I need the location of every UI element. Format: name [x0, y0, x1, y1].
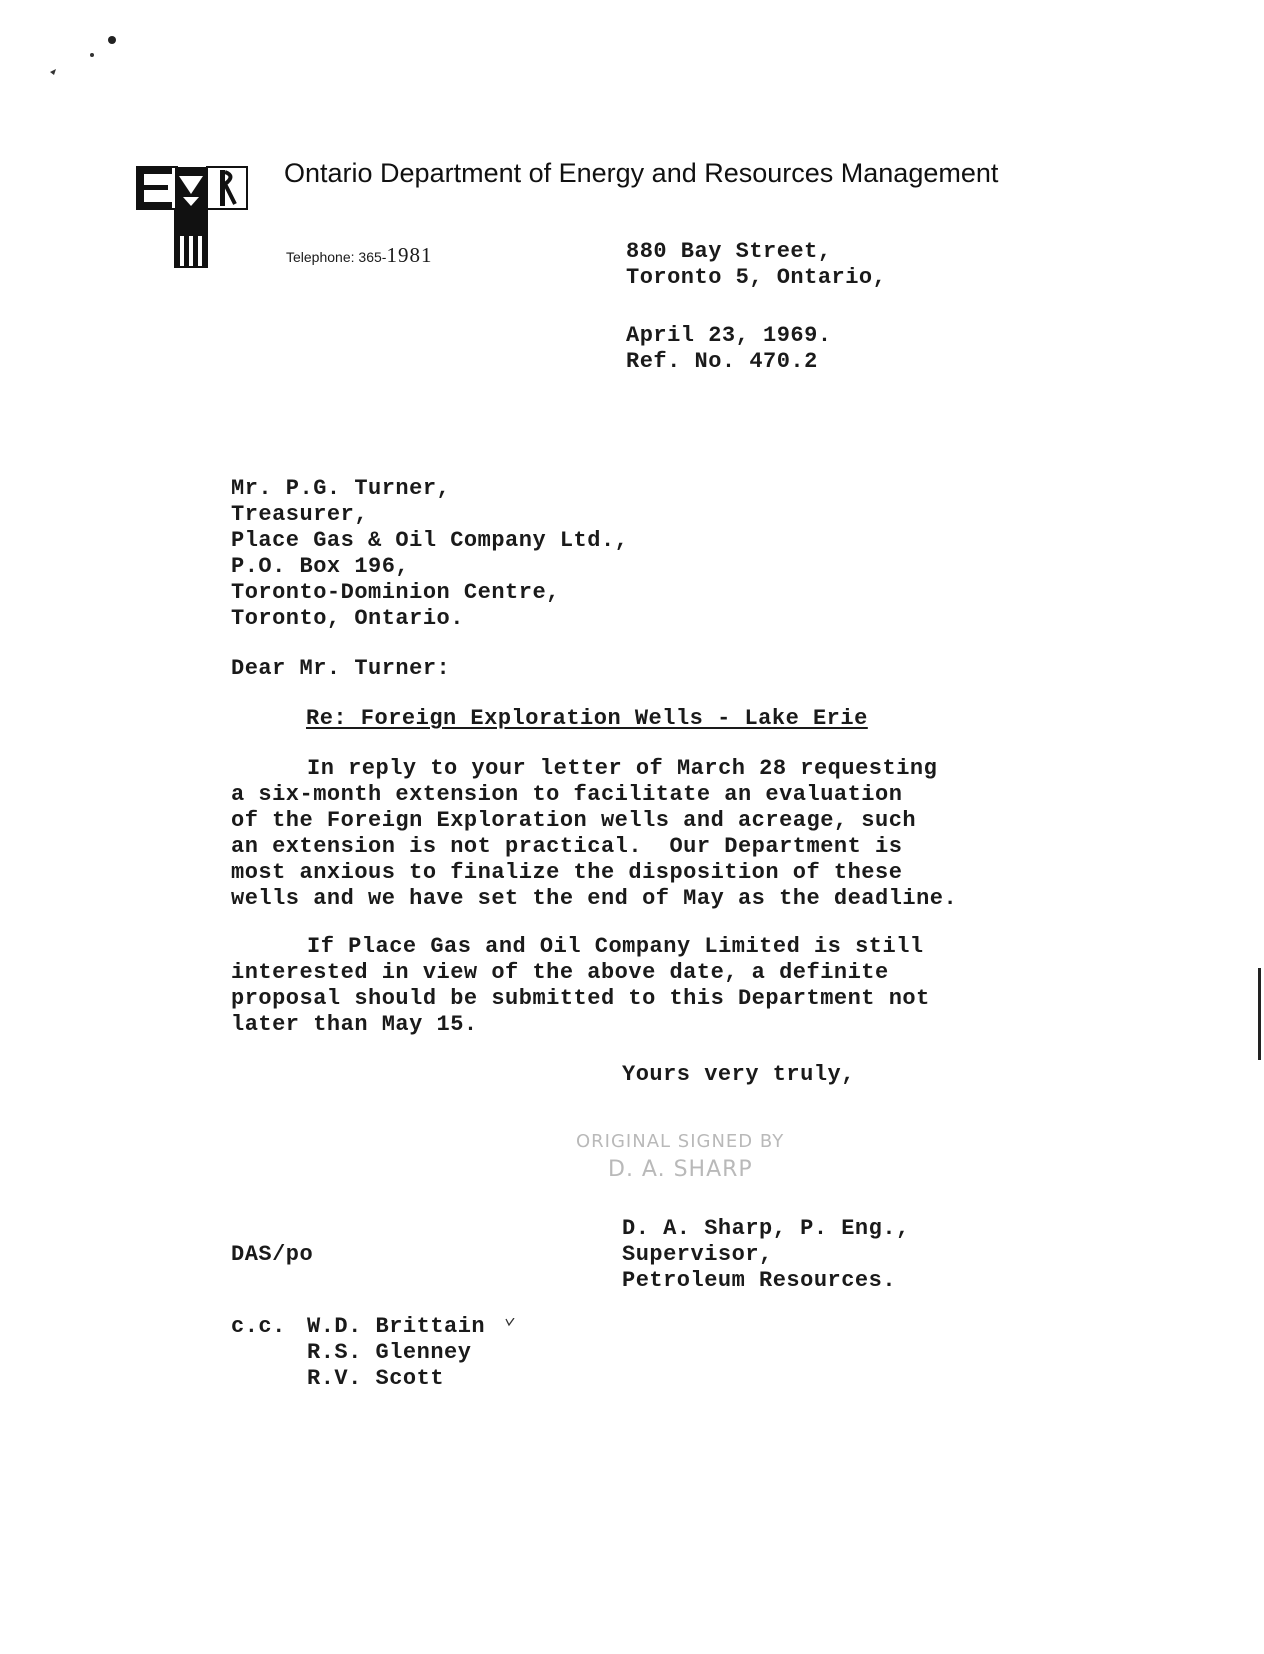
ink-speck-marks [44, 28, 124, 84]
telephone-prefix: 365- [358, 249, 387, 265]
recipient-address [231, 476, 628, 632]
cc-line [231, 1314, 485, 1340]
stamp-line: D. A. SHARP [608, 1157, 753, 1182]
signature-stamp [576, 1128, 784, 1184]
address-line: Toronto 5, Ontario, [626, 265, 887, 290]
signer-line: D. A. Sharp, P. Eng., [622, 1216, 910, 1241]
signer-line: Supervisor, [622, 1242, 773, 1267]
department-name: Ontario Department of Energy and Resources Management [284, 158, 999, 188]
subject-line: Re: Foreign Exploration Wells - Lake Erie [306, 706, 868, 731]
cc-label: c.c. [231, 1314, 286, 1339]
typist-initials: DAS/po [231, 1242, 314, 1267]
recipient-line: Toronto-Dominion Centre, [231, 580, 560, 605]
scan-edge-mark [1258, 968, 1261, 1060]
telephone-number: 1981 [386, 243, 433, 267]
paragraph-line: of the Foreign Exploration wells and acreage, such [231, 808, 917, 833]
paragraph-line: interested in view of the above date, a definite [231, 960, 889, 985]
paragraph-line: wells and we have set the end of May as the deadline. [231, 886, 958, 911]
paragraph-line: an extension is not practical. Our Department is [231, 834, 903, 859]
stamp-line: ORIGINAL SIGNED BY [576, 1131, 785, 1152]
letter-date: April 23, 1969. [626, 323, 832, 348]
recipient-line: Mr. P.G. Turner, [231, 476, 451, 501]
reference-number: Ref. No. 470.2 [626, 349, 818, 374]
recipient-line: Treasurer, [231, 502, 369, 527]
recipient-line: P.O. Box 196, [231, 554, 410, 579]
cc-recipient: R.S. Glenney [307, 1340, 472, 1365]
cc-recipient: R.V. Scott [307, 1366, 445, 1391]
signer-block [622, 1216, 910, 1294]
telephone-label: Telephone: [286, 249, 355, 265]
recipient-line: Place Gas & Oil Company Ltd., [231, 528, 629, 553]
body-paragraph-1 [231, 756, 957, 912]
paragraph-line: later than May 15. [231, 1012, 478, 1037]
address-line: 880 Bay Street, [626, 239, 832, 264]
date-block [626, 323, 832, 375]
body-paragraph-2 [231, 934, 930, 1038]
erm-logo [136, 166, 248, 268]
paragraph-line: In reply to your letter of March 28 requesting [307, 756, 938, 781]
check-mark-icon [505, 1318, 515, 1328]
recipient-line: Toronto, Ontario. [231, 606, 464, 631]
telephone-line [286, 243, 432, 268]
paragraph-line: most anxious to finalize the disposition of these [231, 860, 903, 885]
paragraph-line: If Place Gas and Oil Company Limited is still [307, 934, 924, 959]
closing: Yours very truly, [622, 1062, 855, 1087]
carbon-copy-list [231, 1314, 485, 1392]
cc-line [231, 1340, 485, 1366]
paragraph-line: proposal should be submitted to this Department not [231, 986, 930, 1011]
cc-recipient: W.D. Brittain [307, 1314, 486, 1339]
cc-line [231, 1366, 485, 1392]
sender-address [626, 239, 886, 291]
salutation: Dear Mr. Turner: [231, 656, 451, 681]
paragraph-line: a six-month extension to facilitate an evaluation [231, 782, 903, 807]
signer-line: Petroleum Resources. [622, 1268, 897, 1293]
